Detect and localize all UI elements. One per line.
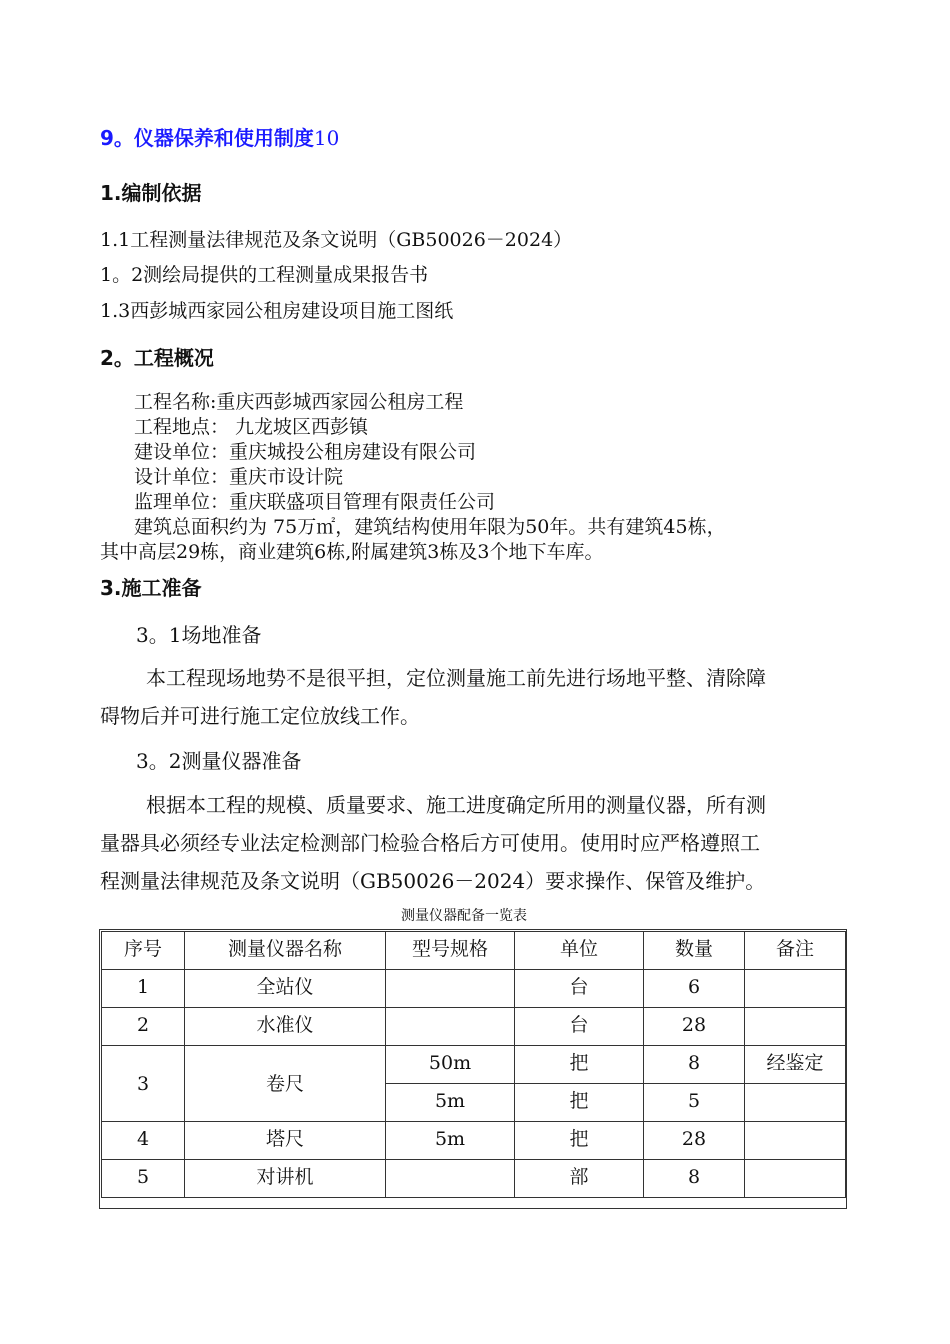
cell-name: 水准仪 <box>185 1008 386 1046</box>
cell-name: 卷尺 <box>185 1046 386 1122</box>
toc-entry-text: 9。仪器保养和使用制度 <box>100 126 314 150</box>
cell-qty: 28 <box>644 1008 745 1046</box>
cell-unit: 把 <box>515 1122 644 1160</box>
header-cell: 型号规格 <box>386 932 515 970</box>
cell-note <box>745 1084 846 1122</box>
cell-qty: 5 <box>644 1084 745 1122</box>
overview-line: 工程地点： 九龙坡区西彭镇 <box>134 416 369 438</box>
cell-note <box>745 1160 846 1198</box>
cell-spec: 5m <box>386 1084 515 1122</box>
cell-no: 3 <box>102 1046 185 1122</box>
site-prep-paragraph: 本工程现场地势不是很平担，定位测量施工前先进行场地平整、清除障 <box>146 666 766 690</box>
instrument-table <box>101 931 846 1198</box>
overview-line: 设计单位：重庆市设计院 <box>134 466 344 488</box>
overview-line: 建筑总面积约为 75万㎡，建筑结构使用年限为50年。共有建筑45栋， <box>134 516 726 538</box>
subsection-instrument-prep: 3。2测量仪器准备 <box>136 749 302 773</box>
cell-note <box>745 1008 846 1046</box>
instrument-prep-paragraph: 程测量法律规范及条文说明（GB50026－2024）要求操作、保管及维护。 <box>100 869 766 893</box>
section-heading-overview: 2。工程概况 <box>100 346 214 370</box>
cell-unit: 台 <box>515 1008 644 1046</box>
overview-line: 工程名称:重庆西彭城西家园公租房工程 <box>134 391 464 413</box>
table-header-row <box>102 932 846 970</box>
header-cell: 测量仪器名称 <box>185 932 386 970</box>
header-cell: 单位 <box>515 932 644 970</box>
instrument-prep-paragraph: 量器具必须经专业法定检测部门检验合格后方可使用。使用时应严格遵照工 <box>100 831 760 855</box>
subsection-site-prep: 3。1场地准备 <box>136 623 262 647</box>
overview-line: 其中高层29栋，商业建筑6栋,附属建筑3栋及3个地下车库。 <box>100 541 604 563</box>
cell-name: 全站仪 <box>185 970 386 1008</box>
table-row <box>102 1122 846 1160</box>
cell-no: 2 <box>102 1008 185 1046</box>
cell-unit: 把 <box>515 1084 644 1122</box>
cell-unit: 部 <box>515 1160 644 1198</box>
cell-note <box>745 970 846 1008</box>
cell-spec <box>386 970 515 1008</box>
cell-qty: 28 <box>644 1122 745 1160</box>
header-cell: 序号 <box>102 932 185 970</box>
cell-unit: 台 <box>515 970 644 1008</box>
basis-item: 1.3西彭城西家园公租房建设项目施工图纸 <box>100 300 454 322</box>
toc-entry[interactable] <box>100 122 339 151</box>
cell-spec: 50m <box>386 1046 515 1084</box>
cell-note <box>745 1122 846 1160</box>
basis-item: 1.1工程测量法律规范及条文说明（GB50026－2024） <box>100 229 573 251</box>
section-heading-basis: 1.编制依据 <box>100 181 202 205</box>
cell-spec <box>386 1008 515 1046</box>
cell-no: 4 <box>102 1122 185 1160</box>
cell-qty: 8 <box>644 1046 745 1084</box>
cell-qty: 8 <box>644 1160 745 1198</box>
cell-spec: 5m <box>386 1122 515 1160</box>
cell-note: 经鉴定 <box>745 1046 846 1084</box>
toc-entry-page: 10 <box>313 126 340 150</box>
instrument-prep-paragraph: 根据本工程的规模、质量要求、施工进度确定所用的测量仪器，所有测 <box>146 793 766 817</box>
table-row <box>102 970 846 1008</box>
site-prep-paragraph: 碍物后并可进行施工定位放线工作。 <box>100 704 420 728</box>
cell-unit: 把 <box>515 1046 644 1084</box>
cell-no: 5 <box>102 1160 185 1198</box>
cell-spec <box>386 1160 515 1198</box>
cell-name: 塔尺 <box>185 1122 386 1160</box>
overview-line: 建设单位：重庆城投公租房建设有限公司 <box>134 441 477 463</box>
section-heading-preparation: 3.施工准备 <box>100 576 202 600</box>
table-row <box>102 1008 846 1046</box>
table-caption: 测量仪器配备一览表 <box>401 908 527 924</box>
basis-item: 1。2测绘局提供的工程测量成果报告书 <box>100 264 429 286</box>
cell-name: 对讲机 <box>185 1160 386 1198</box>
cell-qty: 6 <box>644 970 745 1008</box>
header-cell: 数量 <box>644 932 745 970</box>
overview-line: 监理单位：重庆联盛项目管理有限责任公司 <box>134 491 496 513</box>
header-cell: 备注 <box>745 932 846 970</box>
table-row <box>102 1160 846 1198</box>
cell-no: 1 <box>102 970 185 1008</box>
table-row <box>102 1046 846 1084</box>
